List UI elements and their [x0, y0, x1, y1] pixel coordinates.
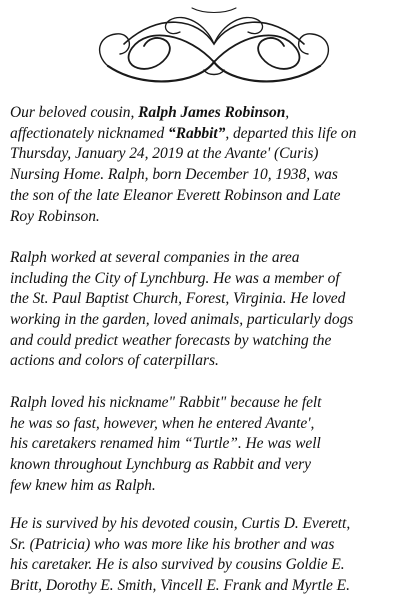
text-line [10, 289, 412, 310]
text-line [10, 514, 412, 535]
text-run: he was so fast, however, when he entered Avante', [10, 414, 315, 432]
paragraph-work [10, 248, 412, 372]
text-line [10, 165, 412, 186]
text-run: his caretakers renamed him “Turtle”. He was well [10, 435, 321, 453]
text-line [10, 576, 412, 597]
text-line [10, 331, 412, 352]
text-run: known throughout Lynchburg as Rabbit and very [10, 455, 311, 473]
text-line [10, 248, 412, 269]
text-run: and could predict weather forecasts by watching the [10, 331, 332, 349]
decorative-flourish-ornament [88, 4, 340, 90]
text-line [10, 207, 412, 228]
text-run: , [285, 104, 290, 121]
text-run: Thursday, January 24, 2019 at the Avante' (Curis) [10, 145, 319, 163]
paragraph-nickname [10, 393, 412, 497]
text-run: Ralph loved his nickname" Rabbit" because he felt [10, 393, 322, 411]
text-line [10, 393, 412, 414]
text-run: including the City of Lynchburg. He was a member of [10, 269, 340, 287]
paragraph-survivors [10, 514, 412, 597]
text-run: Ralph worked at several companies in the area [10, 248, 300, 266]
text-line [10, 455, 412, 476]
bold-text-run: “Rabbit” [168, 124, 226, 142]
obituary-text [10, 103, 412, 600]
text-line [10, 476, 412, 497]
text-run: Roy Robinson. [10, 207, 100, 225]
text-run: Nursing Home. Ralph, born December 10, 1938, was [10, 166, 338, 184]
text-run: He is survived by his devoted cousin, Curtis D. Everett, [10, 515, 351, 533]
text-line [10, 434, 412, 455]
text-run: Sr. (Patricia) who was more like his brother and was [10, 535, 335, 553]
text-run: few knew him as Ralph. [10, 476, 156, 494]
text-run: the St. Paul Baptist Church, Forest, Virginia. He loved [10, 290, 346, 308]
text-line [10, 186, 412, 207]
text-line [10, 351, 412, 372]
text-run: his caretaker. He is also survived by cousins Goldie E. [10, 556, 345, 574]
text-run: Britt, Dorothy E. Smith, Vincell E. Frank and Myrtle E. [10, 577, 350, 595]
text-run: the son of the late Eleanor Everett Robinson and Late [10, 186, 341, 204]
text-line [10, 414, 412, 435]
text-run: working in the garden, loved animals, particularly dogs [10, 311, 354, 329]
paragraph-intro [10, 103, 412, 227]
text-line [10, 144, 412, 165]
text-run: actions and colors of caterpillars. [10, 352, 219, 370]
bold-text-run: Ralph James Robinson [138, 104, 286, 121]
text-line [10, 103, 412, 124]
text-line [10, 124, 412, 145]
text-line [10, 269, 412, 290]
text-run: , departed this life on [225, 124, 357, 142]
text-line [10, 310, 412, 331]
text-run: affectionately nicknamed [10, 124, 168, 142]
text-line [10, 535, 412, 556]
text-run: Our beloved cousin, [10, 104, 139, 121]
text-line [10, 555, 412, 576]
